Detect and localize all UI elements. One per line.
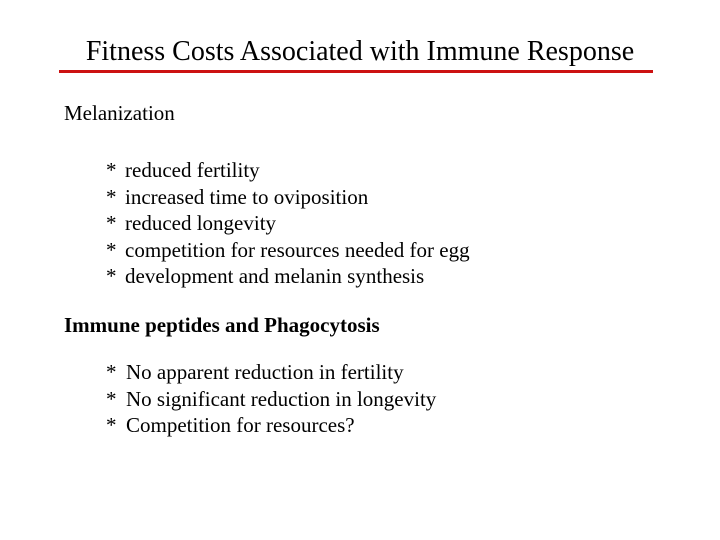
list-item xyxy=(106,157,470,184)
immune-peptides-cost-list xyxy=(106,359,436,439)
list-item-text: reduced longevity xyxy=(125,211,277,235)
list-item-text: Competition for resources? xyxy=(126,413,355,437)
bullet-asterisk: * xyxy=(106,158,117,182)
bullet-asterisk: * xyxy=(106,413,117,437)
bullet-asterisk: * xyxy=(106,386,117,411)
list-item-text: No significant reduction in longevity xyxy=(126,386,437,411)
list-item xyxy=(106,263,470,290)
bullet-asterisk: * xyxy=(106,237,117,262)
title-underline xyxy=(59,70,653,73)
list-item-text: competition for resources needed for egg xyxy=(125,237,470,262)
list-item xyxy=(106,386,436,413)
list-item-text: reduced fertility xyxy=(125,158,260,182)
list-item-text: No apparent reduction in fertility xyxy=(126,360,404,384)
list-item xyxy=(106,359,436,386)
slide-title: Fitness Costs Associated with Immune Response xyxy=(85,36,635,67)
section-heading-immune-peptides: Immune peptides and Phagocytosis xyxy=(64,313,380,337)
list-item-text: development and melanin synthesis xyxy=(125,264,425,288)
bullet-asterisk: * xyxy=(106,184,117,209)
bullet-asterisk: * xyxy=(106,360,117,384)
list-item xyxy=(106,184,470,211)
list-item xyxy=(106,412,436,439)
list-item xyxy=(106,237,470,264)
bullet-asterisk: * xyxy=(106,264,117,288)
list-item xyxy=(106,210,470,237)
section-heading-melanization: Melanization xyxy=(64,101,175,125)
list-item-text: increased time to oviposition xyxy=(125,184,369,209)
melanization-cost-list xyxy=(106,157,470,290)
bullet-asterisk: * xyxy=(106,211,117,235)
